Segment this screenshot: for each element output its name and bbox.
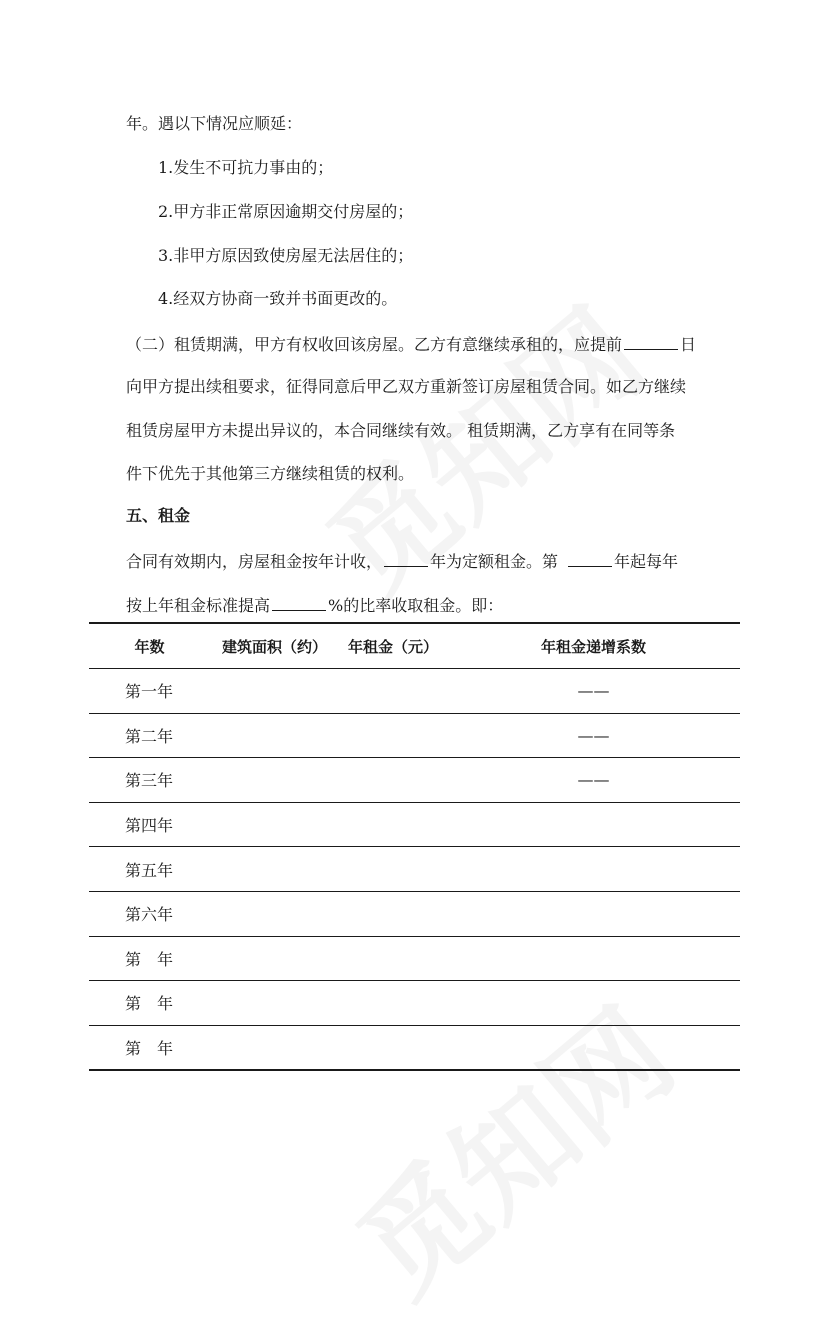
year-cell: 第六年 [89, 891, 210, 936]
rent-cell[interactable] [339, 891, 447, 936]
table-row [89, 802, 740, 847]
fill-blank-start-year[interactable] [568, 550, 612, 567]
table-row [89, 713, 740, 758]
rent-cell[interactable] [339, 713, 447, 758]
area-cell[interactable] [210, 981, 339, 1026]
factor-cell [447, 802, 740, 847]
list-item: 4.经双方协商一致并书面更改的。 [158, 289, 398, 308]
year-cell: 第 年 [89, 936, 210, 981]
header-area: 建筑面积（约） [210, 623, 339, 669]
area-cell[interactable] [210, 847, 339, 892]
list-item: 1.发生不可抗力事由的； [158, 158, 334, 177]
header-years: 年数 [89, 623, 210, 669]
rent-cell[interactable] [339, 936, 447, 981]
year-cell: 第五年 [89, 847, 210, 892]
factor-cell [447, 1025, 740, 1070]
area-cell[interactable] [210, 1025, 339, 1070]
table-row [89, 758, 740, 803]
factor-cell [447, 936, 740, 981]
rent-text: 合同有效期内，房屋租金按年计收， [126, 552, 383, 571]
renewal-text: （二）租赁期满，甲方有权收回该房屋。乙方有意继续承租的，应提前 [126, 335, 623, 354]
rent-cell[interactable] [339, 758, 447, 803]
section-heading-rent: 五、租金 [126, 506, 191, 525]
year-cell: 第 年 [89, 981, 210, 1026]
rent-cell[interactable] [339, 802, 447, 847]
rent-text-line [126, 550, 678, 572]
list-item: 3.非甲方原因致使房屋无法居住的； [158, 246, 414, 265]
header-increase-factor: 年租金递增系数 [447, 623, 740, 669]
rent-text: 年为定额租金。第 [430, 552, 559, 571]
fill-blank-days[interactable] [624, 333, 678, 350]
rent-cell[interactable] [339, 1025, 447, 1070]
table-row [89, 891, 740, 936]
table-row [89, 981, 740, 1026]
factor-cell [447, 847, 740, 892]
paragraph-continuation: 年。遇以下情况应顺延： [126, 114, 303, 133]
area-cell[interactable] [210, 891, 339, 936]
year-cell: 第三年 [89, 758, 210, 803]
rent-cell[interactable] [339, 981, 447, 1026]
year-cell: 第 年 [89, 1025, 210, 1070]
table-row [89, 669, 740, 714]
area-cell[interactable] [210, 713, 339, 758]
rent-cell[interactable] [339, 669, 447, 714]
rent-text: 年起每年 [614, 552, 679, 571]
rent-text-line [126, 594, 503, 616]
table-header-row [89, 623, 740, 669]
factor-cell: —— [447, 758, 740, 803]
rent-text: %的比率收取租金。即： [328, 596, 504, 615]
paragraph-line: 向甲方提出续租要求，征得同意后甲乙双方重新签订房屋租赁合同。如乙方继续 [126, 377, 687, 396]
paragraph-line: 件下优先于其他第三方继续租赁的权利。 [126, 464, 415, 483]
renewal-unit: 日 [680, 335, 697, 354]
fill-blank-fixed-years[interactable] [384, 550, 428, 567]
rent-table [89, 622, 740, 1071]
factor-cell [447, 891, 740, 936]
year-cell: 第二年 [89, 713, 210, 758]
rent-text: 按上年租金标准提高 [126, 596, 271, 615]
paragraph-line: 租赁房屋甲方未提出异议的，本合同继续有效。 租赁期满，乙方享有在同等条 [126, 421, 676, 440]
table-row [89, 936, 740, 981]
area-cell[interactable] [210, 758, 339, 803]
header-annual-rent: 年租金（元） [339, 623, 447, 669]
table-row [89, 847, 740, 892]
rent-cell[interactable] [339, 847, 447, 892]
factor-cell: —— [447, 713, 740, 758]
fill-blank-increase-rate[interactable] [272, 594, 326, 611]
year-cell: 第一年 [89, 669, 210, 714]
table-row [89, 1025, 740, 1070]
list-item: 2.甲方非正常原因逾期交付房屋的； [158, 202, 414, 221]
area-cell[interactable] [210, 936, 339, 981]
factor-cell [447, 981, 740, 1026]
factor-cell: —— [447, 669, 740, 714]
renewal-paragraph-line [126, 333, 696, 355]
year-cell: 第四年 [89, 802, 210, 847]
watermark [287, 264, 673, 627]
area-cell[interactable] [210, 802, 339, 847]
area-cell[interactable] [210, 669, 339, 714]
